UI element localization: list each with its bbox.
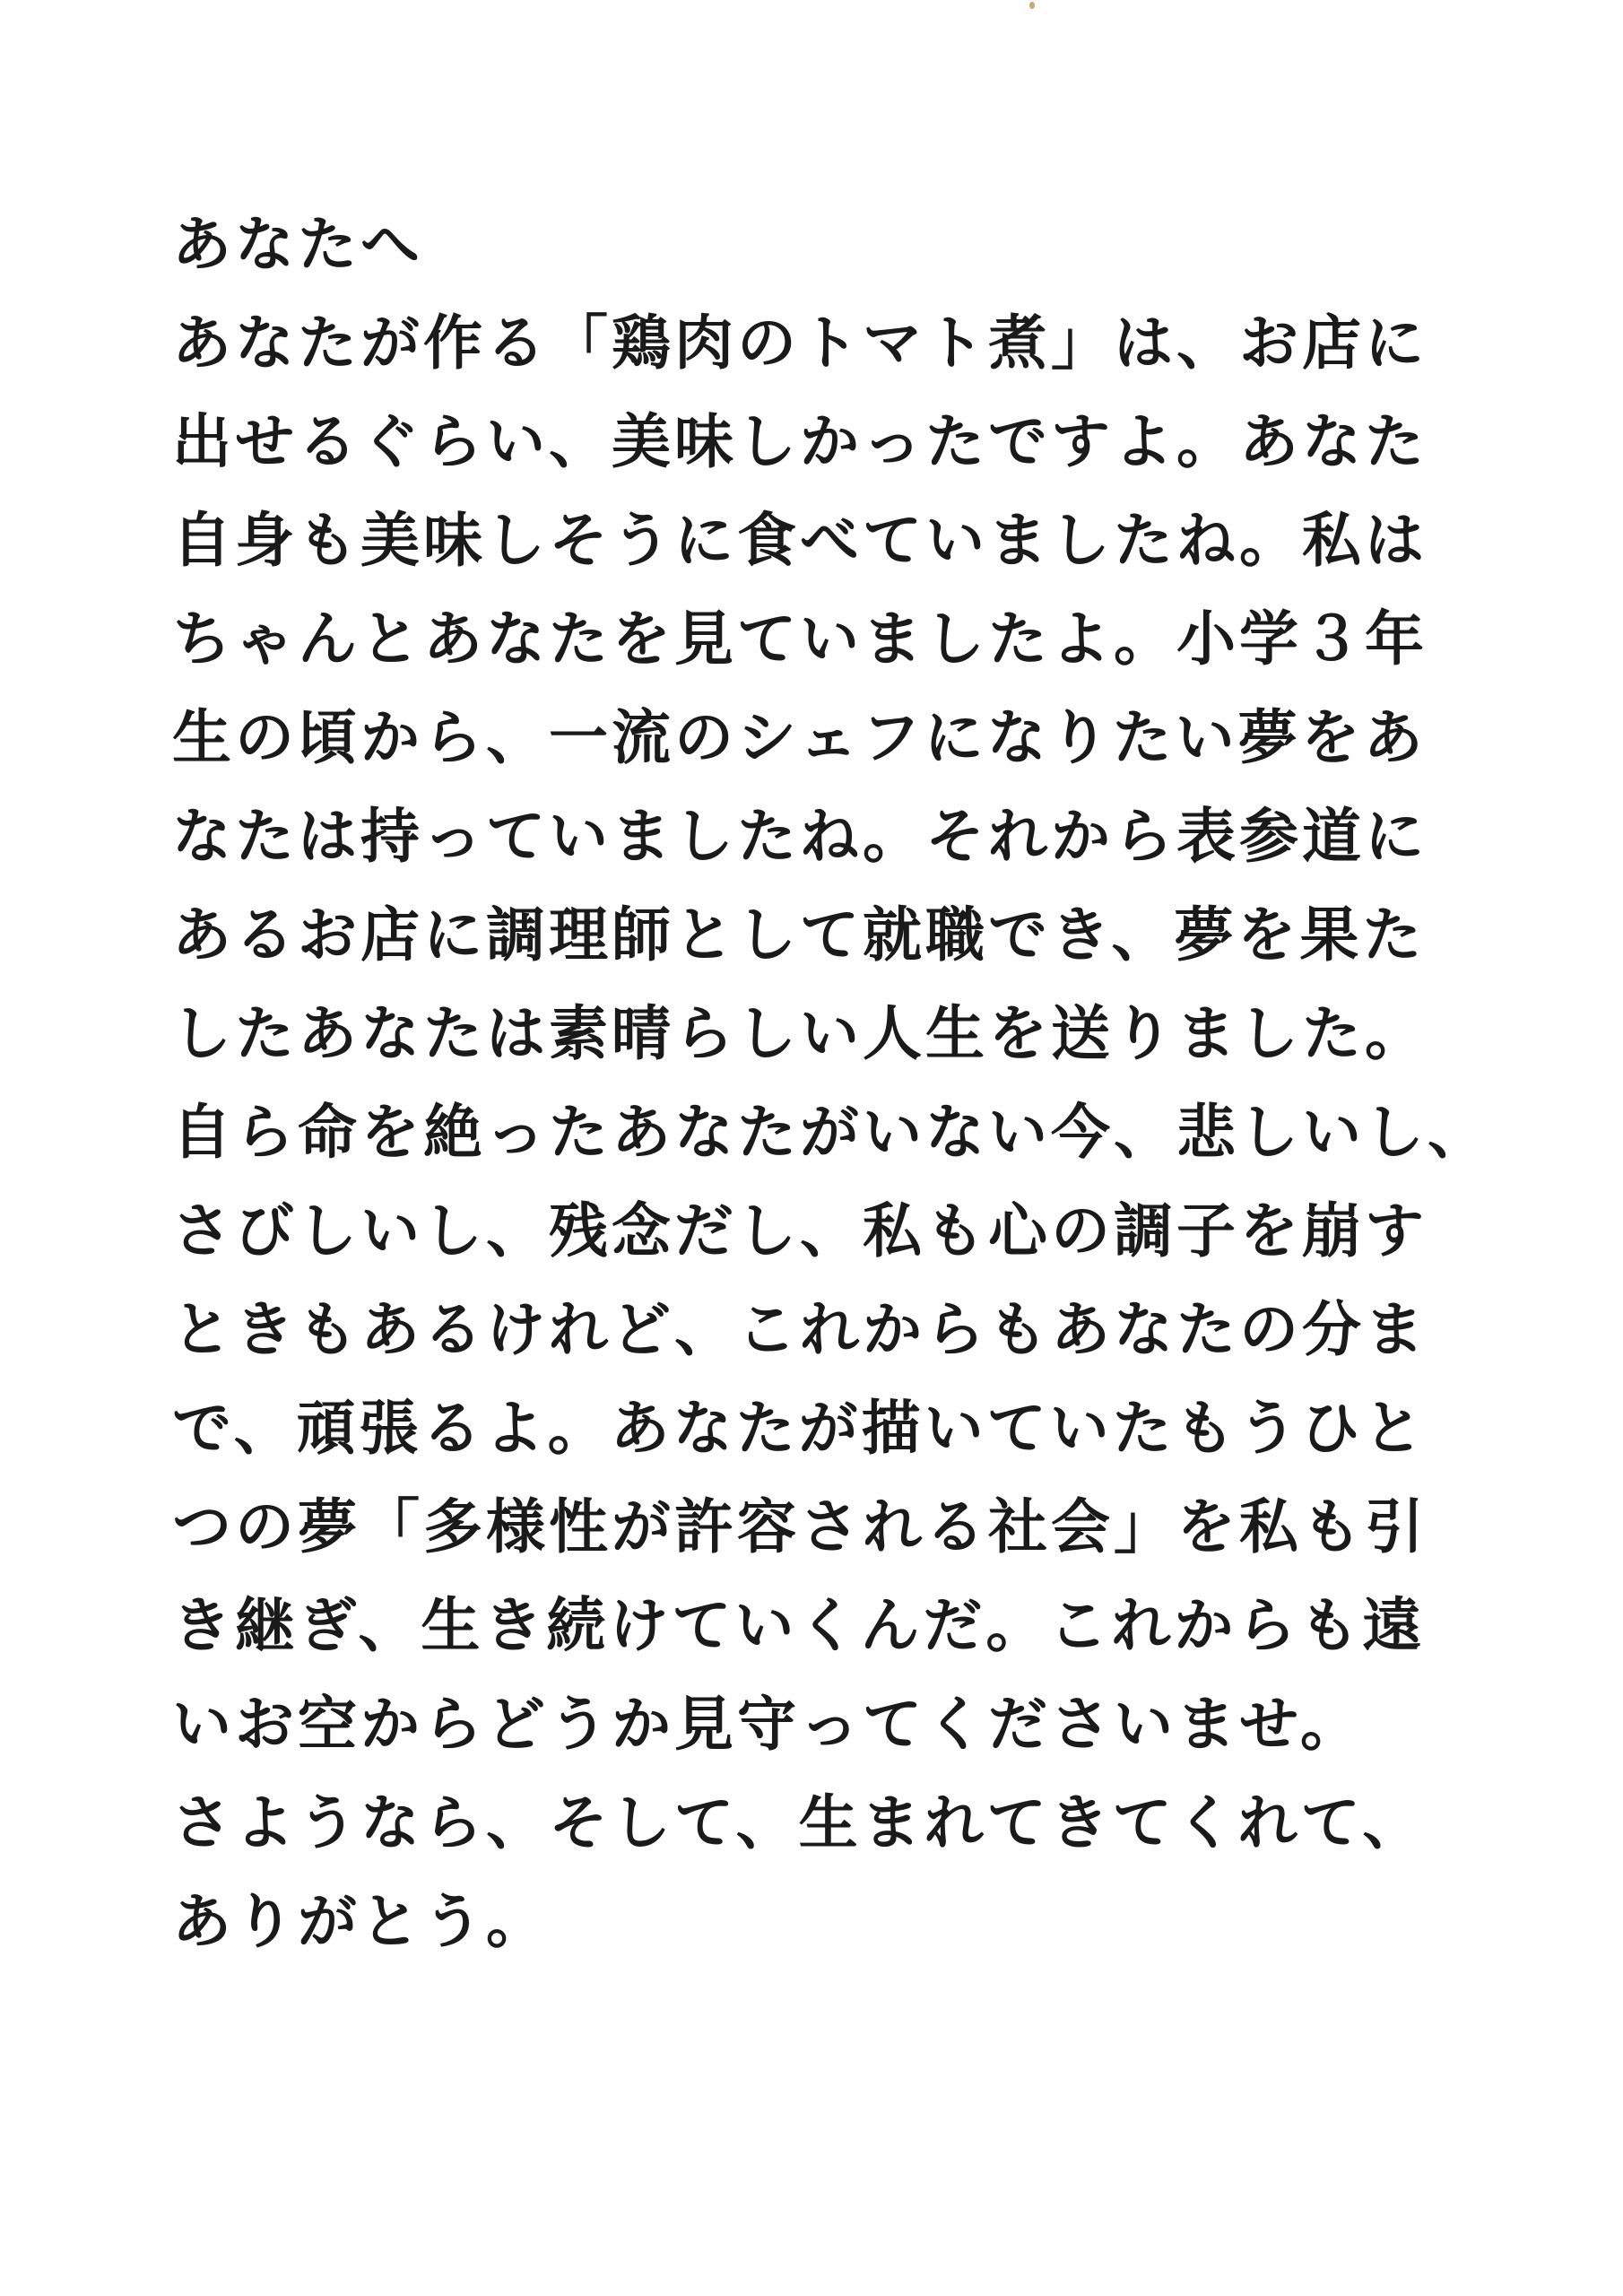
letter-line: き継ぎ、生き続けていくんだ。これからも遠 xyxy=(172,1591,1426,1660)
paper-speck xyxy=(1029,2,1035,9)
letter-line: ちゃんとあなたを見ていましたよ。小学３年 xyxy=(172,604,1428,674)
letter-line: 自身も美味しそうに食べていましたね。私は xyxy=(172,506,1428,575)
letter-body xyxy=(172,196,1490,1971)
letter-line: あなたが作る「鶏肉のトマト煮」は、お店に xyxy=(172,309,1428,378)
letter-closing-line: さようなら、そして、生まれてきてくれて、 xyxy=(172,1788,1426,1857)
letter-line: あるお店に調理師として就職でき、夢を果た xyxy=(172,900,1426,970)
letter-closing-line: ありがとう。 xyxy=(172,1887,549,1956)
letter-line: 出せるぐらい、美味しかったですよ。あなた xyxy=(172,407,1428,476)
letter-salutation: あなたへ xyxy=(172,210,423,279)
letter-line: したあなたは素晴らしい人生を送りました。 xyxy=(172,999,1428,1068)
letter-line: さびしいし、残念だし、私も心の調子を崩す xyxy=(172,1196,1428,1265)
letter-line: つの夢「多様性が許容される社会」を私も引 xyxy=(172,1492,1428,1561)
letter-line: いお空からどうか見守ってくださいませ。 xyxy=(172,1690,1364,1759)
letter-line: ときもあるけれど、これからもあなたの分ま xyxy=(172,1295,1428,1364)
letter-line: で、頑張るよ。あなたが描いていたもうひと xyxy=(172,1394,1427,1463)
letter-line: 自ら命を絶ったあなたがいない今、悲しいし、 xyxy=(172,1098,1490,1167)
letter-line: 生の頃から、一流のシェフになりたい夢をあ xyxy=(172,703,1427,772)
letter-line: なたは持っていましたね。それから表参道に xyxy=(172,802,1428,871)
